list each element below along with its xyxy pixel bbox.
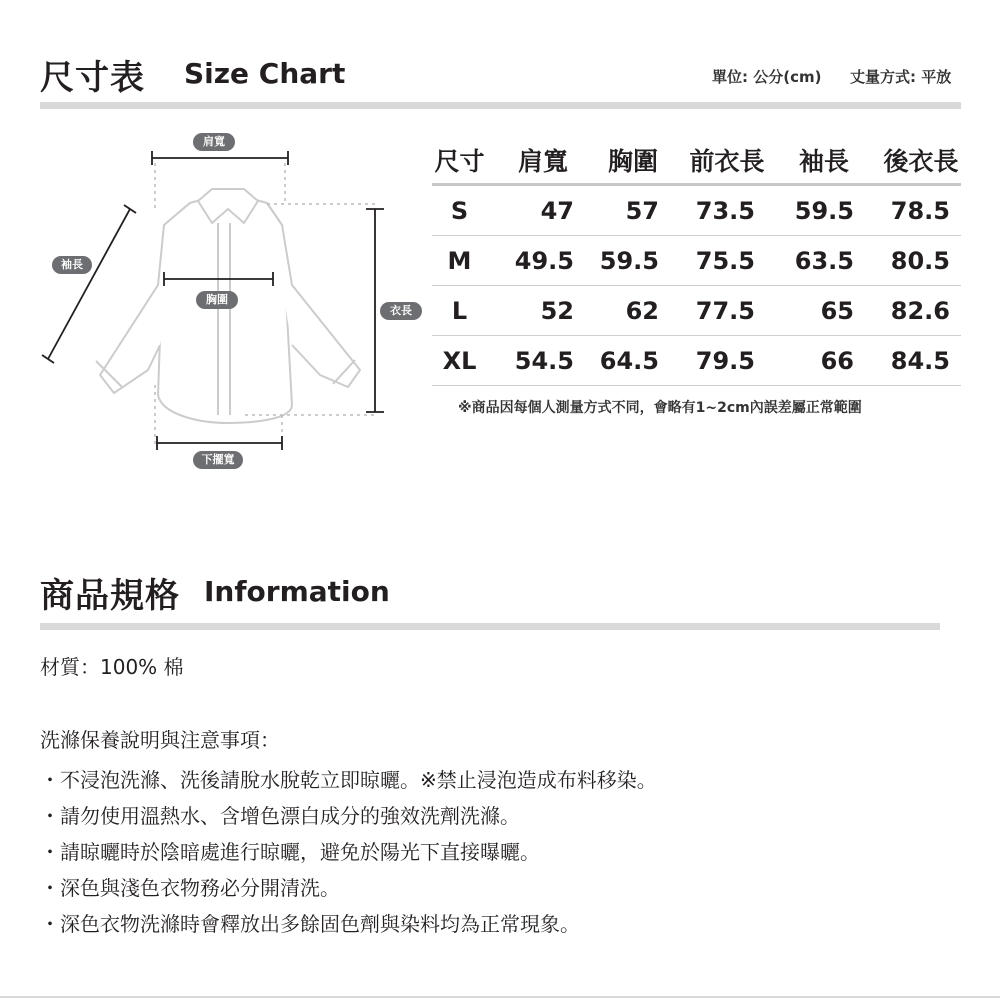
information-subtitle: Information (204, 575, 390, 608)
hem-width-label: 下擺寬 (193, 451, 243, 469)
table-cell: 82.6 (890, 296, 950, 325)
list-item: ・請勿使用溫熱水、含增色漂白成分的強效洗劑洗滌。 (40, 804, 520, 828)
table-cell: 80.5 (890, 246, 950, 275)
header-back-length: 後衣長 (883, 147, 959, 176)
list-item: ・請晾曬時於陰暗處進行晾曬，避免於陽光下直接曝曬。 (40, 840, 540, 864)
information-title: 商品規格 (40, 576, 180, 616)
size-chart-title: 尺寸表 (40, 58, 145, 98)
table-cell: 62 (625, 296, 659, 325)
table-cell: 63.5 (794, 246, 854, 275)
size-table (432, 137, 961, 386)
table-cell: L (451, 296, 468, 325)
header-size: 尺寸 (434, 147, 485, 176)
list-item: ・不浸泡洗滌、洗後請脫水脫乾立即晾曬。※禁止浸泡造成布料移染。 (40, 768, 657, 792)
table-row (432, 336, 961, 386)
size-chart-subtitle: Size Chart (184, 57, 346, 90)
material-text: 材質：100% 棉 (40, 655, 184, 679)
table-cell: 49.5 (514, 246, 574, 275)
table-cell: 54.5 (514, 346, 574, 375)
table-cell: 79.5 (695, 346, 755, 375)
measure-method-label: 丈量方式: 平放 (850, 68, 952, 86)
bottom-rule (0, 996, 1000, 998)
table-cell: S (450, 196, 469, 225)
chest-width-label: 胸圍 (196, 291, 238, 309)
header-sleeve: 袖長 (798, 147, 849, 176)
table-cell: XL (442, 346, 477, 375)
header-front-length: 前衣長 (689, 147, 765, 176)
unit-label: 單位: 公分(cm) (712, 68, 822, 86)
table-cell: 77.5 (695, 296, 755, 325)
table-cell: 65 (820, 296, 854, 325)
care-list (40, 762, 657, 942)
shoulder-width-label: 肩寬 (193, 133, 235, 151)
table-cell: 47 (540, 196, 574, 225)
table-cell: M (447, 246, 472, 275)
list-item: ・深色與淺色衣物務必分開清洗。 (40, 876, 340, 900)
table-row (432, 286, 961, 336)
sleeve-length-label: 袖長 (52, 256, 92, 274)
measurement-note: ※商品因每個人測量方式不同，會略有1~2cm內誤差屬正常範圍 (458, 400, 862, 416)
list-item: ・深色衣物洗滌時會釋放出多餘固色劑與染料均為正常現象。 (40, 912, 580, 936)
table-cell: 75.5 (695, 246, 755, 275)
information-rule (40, 623, 940, 630)
table-cell: 59.5 (599, 246, 659, 275)
table-cell: 66 (820, 346, 854, 375)
size-chart-rule (40, 102, 961, 109)
table-cell: 64.5 (599, 346, 659, 375)
table-row (432, 236, 961, 286)
table-cell: 57 (625, 196, 659, 225)
header-shoulder: 肩寬 (517, 147, 568, 176)
table-cell: 59.5 (794, 196, 854, 225)
table-cell: 73.5 (695, 196, 755, 225)
size-table-header (432, 137, 961, 186)
care-title: 洗滌保養說明與注意事項： (40, 728, 280, 752)
table-row (432, 186, 961, 236)
table-cell: 78.5 (890, 196, 950, 225)
table-cell: 84.5 (890, 346, 950, 375)
body-length-label: 衣長 (380, 302, 422, 320)
header-chest: 胸圍 (607, 147, 658, 176)
table-cell: 52 (540, 296, 574, 325)
